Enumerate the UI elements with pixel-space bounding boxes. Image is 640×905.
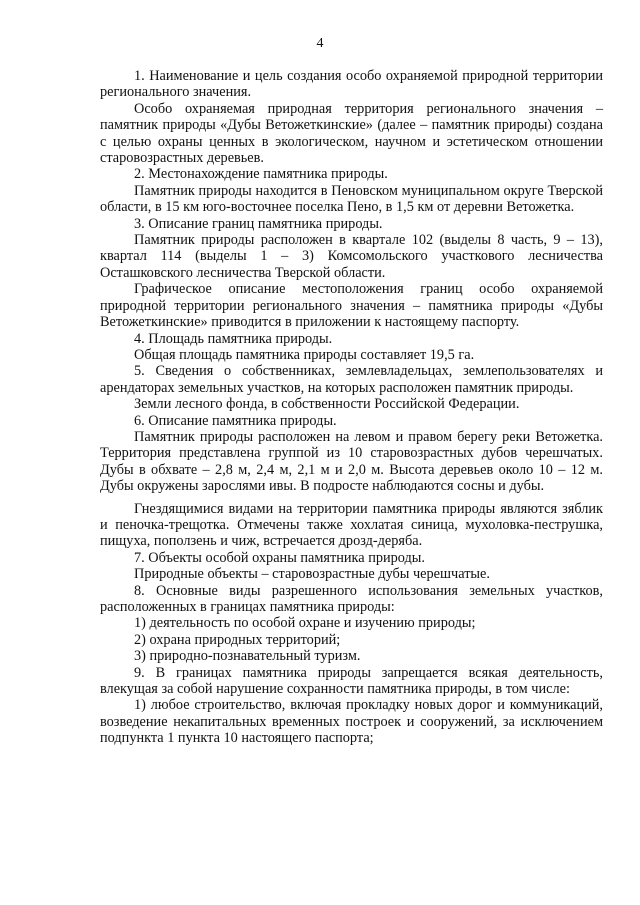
section-6-text: Памятник природы расположен на левом и правом берегу реки Ветожетка. Территория представлена группой из 10 старовозрастных дубов черешчатых. Дубы в обхвате – 2,8 м, 2,4 м, 2,1 м и 2,0 м. Высота деревьев около 10 – 12 м. Дубы окружены зарослями ивы. В подросте наблюдаются сосны и дубы. [100, 428, 603, 495]
section-9-heading: 9. В границах памятника природы запрещается всякая деятельность, влекущая за собой нарушение сохранности памятника природы, в том числе: [100, 664, 603, 698]
section-8-item-1: 1) деятельность по особой охране и изучению природы; [134, 615, 476, 632]
section-8-heading: 8. Основные виды разрешенного использования земельных участков, расположенных в границах памятника природы: [100, 582, 603, 615]
section-6-birds-text: Гнездящимися видами на территории памятника природы являются зяблик и пеночка-трещотка. Отмечены также хохлатая синица, мухоловка-пеструшка, пищуха, поползень и чиж, встречается дрозд-деряба. [100, 500, 603, 550]
section-3-graphic-description: Графическое описание местоположения границ особо охраняемой природной территории регионального значения – памятника природы «Дубы Ветожеткинские» приводится в приложении к настоящему паспорту. [100, 281, 603, 331]
section-3-heading: 3. Описание границ памятника природы. [134, 215, 383, 232]
section-7-text: Природные объекты – старовозрастные дубы черешчатые. [134, 566, 490, 583]
section-2-heading: 2. Местонахождение памятника природы. [134, 166, 388, 183]
section-5-heading: 5. Сведения о собственниках, землевладельцах, землепользователях и арендаторах земельных участков, на которых расположен памятник природы. [100, 363, 603, 396]
section-1-heading: 1. Наименование и цель создания особо охраняемой природной территории регионального значения. [100, 68, 603, 101]
section-6-heading: 6. Описание памятника природы. [134, 412, 337, 429]
document-body [100, 68, 603, 747]
section-4-text: Общая площадь памятника природы составляет 19,5 га. [134, 346, 475, 363]
section-8-item-2: 2) охрана природных территорий; [134, 631, 341, 648]
section-8-item-3: 3) природно-познавательный туризм. [134, 648, 361, 665]
section-5-text: Земли лесного фонда, в собственности Российской Федерации. [134, 396, 520, 413]
section-4-heading: 4. Площадь памятника природы. [134, 330, 333, 347]
section-7-heading: 7. Объекты особой охраны памятника природы. [134, 549, 425, 566]
section-1-text: Особо охраняемая природная территория регионального значения – памятник природы «Дубы Ветожеткинские» (далее – памятник природы) создана с целью охраны ценных в экологическом, научном и эстетическом отношении старовозрастных деревьев. [100, 100, 603, 167]
section-9-item-1: 1) любое строительство, включая прокладку новых дорог и коммуникаций, возведение некапитальных временных построек и сооружений, за исключением подпункта 1 пункта 10 настоящего паспорта; [100, 697, 603, 747]
page-number: 4 [316, 36, 324, 51]
section-3-text: Памятник природы расположен в квартале 102 (выделы 8 часть, 9 – 13), квартал 114 (выделы 1 – 3) Комсомольского участкового лесничества Осташковского лесничества Тверской области. [100, 232, 603, 281]
section-2-text: Памятник природы находится в Пеновском муниципальном округе Тверской области, в 15 км юго-восточнее поселка Пено, в 1,5 км от деревни Ветожетка. [100, 182, 603, 216]
